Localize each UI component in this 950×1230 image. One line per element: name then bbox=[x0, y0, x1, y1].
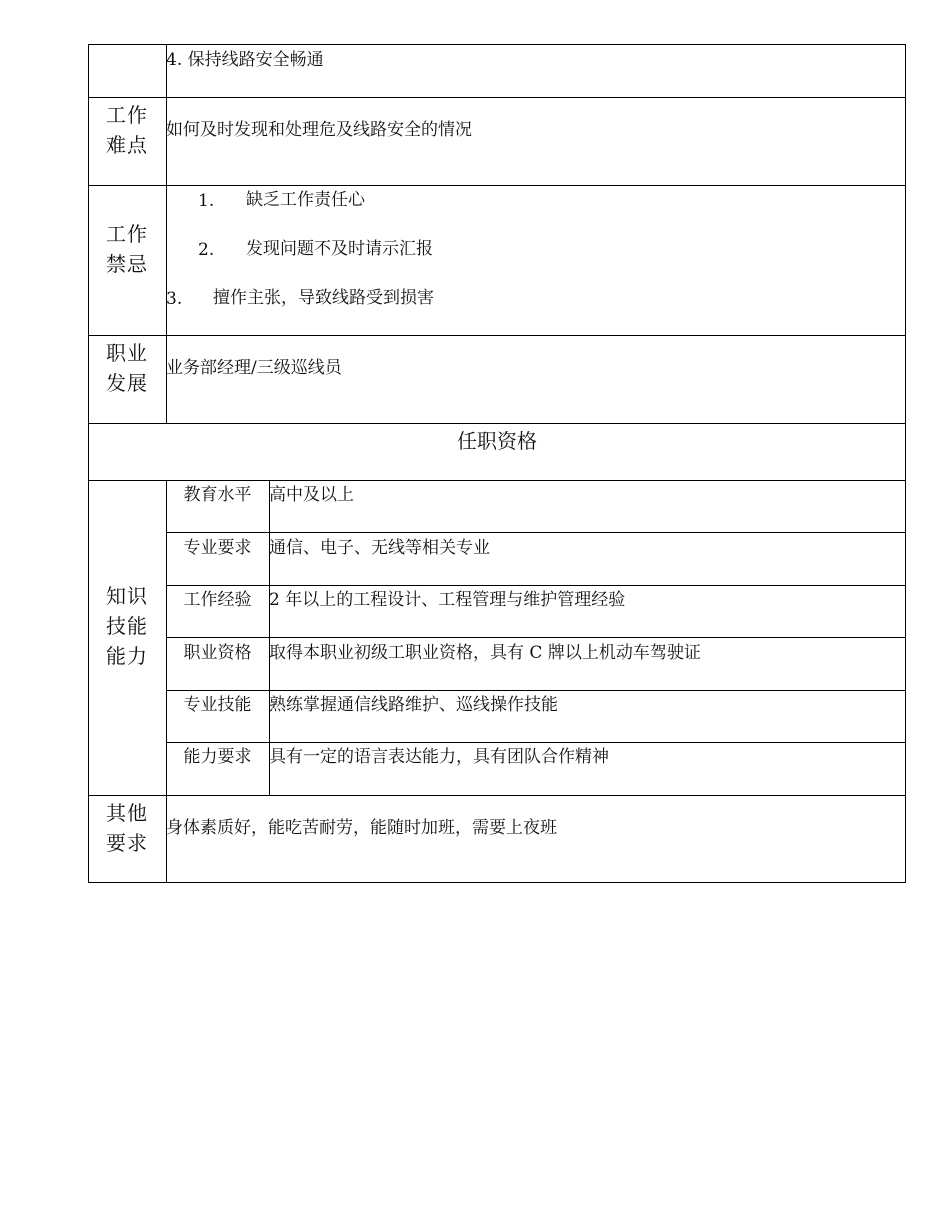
other-requirements-label bbox=[88, 798, 166, 858]
ability-value: 具有一定的语言表达能力，具有团队合作精神 bbox=[269, 747, 609, 767]
row-divider bbox=[166, 532, 906, 533]
major-label: 专业要求 bbox=[183, 538, 252, 558]
other-requirements-label-line2: 要求 bbox=[106, 831, 148, 855]
taboos-label-line1: 工作 bbox=[106, 222, 148, 246]
row-divider bbox=[88, 185, 906, 186]
career-text: 业务部经理/三级巡线员 bbox=[166, 358, 342, 378]
taboos-label bbox=[88, 219, 166, 279]
major-value: 通信、电子、无线等相关专业 bbox=[269, 538, 490, 558]
row-divider bbox=[166, 690, 906, 691]
education-value: 高中及以上 bbox=[269, 485, 354, 505]
row-divider bbox=[88, 795, 906, 796]
certification-value: 取得本职业初级工职业资格，具有 C 牌以上机动车驾驶证 bbox=[269, 643, 701, 663]
row-divider bbox=[166, 742, 906, 743]
taboo-item-1-text: 缺乏工作责任心 bbox=[246, 190, 365, 210]
duty-item-4: 4. 保持线路安全畅通 bbox=[166, 50, 324, 70]
taboo-item-1-number: 1. bbox=[198, 191, 215, 211]
row-divider bbox=[88, 423, 906, 424]
knowledge-skills-label-line3: 能力 bbox=[106, 644, 148, 668]
taboos-label-line2: 禁忌 bbox=[106, 252, 148, 276]
ability-label: 能力要求 bbox=[183, 747, 252, 767]
skills-label: 专业技能 bbox=[183, 695, 252, 715]
difficulty-text: 如何及时发现和处理危及线路安全的情况 bbox=[166, 120, 472, 140]
skills-value: 熟练掌握通信线路维护、巡线操作技能 bbox=[269, 695, 558, 715]
experience-label: 工作经验 bbox=[183, 590, 252, 610]
taboo-item-2-text: 发现问题不及时请示汇报 bbox=[246, 239, 433, 259]
career-label-line1: 职业 bbox=[106, 341, 148, 365]
qualification-section-title: 任职资格 bbox=[457, 429, 537, 453]
difficulty-label-line1: 工作 bbox=[106, 103, 148, 127]
row-divider bbox=[88, 97, 906, 98]
other-requirements-label-line1: 其他 bbox=[106, 801, 148, 825]
other-requirements-text: 身体素质好，能吃苦耐劳，能随时加班，需要上夜班 bbox=[166, 818, 557, 838]
taboo-item-3-number: 3. bbox=[166, 289, 183, 309]
career-label bbox=[88, 338, 166, 398]
row-divider bbox=[166, 637, 906, 638]
knowledge-skills-label-line2: 技能 bbox=[106, 614, 148, 638]
knowledge-skills-label bbox=[88, 581, 166, 671]
row-divider bbox=[166, 585, 906, 586]
row-divider bbox=[88, 480, 906, 481]
row-divider bbox=[88, 335, 906, 336]
taboo-item-3-text: 擅作主张，导致线路受到损害 bbox=[213, 288, 434, 308]
difficulty-label-line2: 难点 bbox=[106, 133, 148, 157]
certification-label: 职业资格 bbox=[183, 643, 252, 663]
career-label-line2: 发展 bbox=[106, 371, 148, 395]
difficulty-label bbox=[88, 100, 166, 160]
education-label: 教育水平 bbox=[183, 485, 252, 505]
taboo-item-2-number: 2. bbox=[198, 240, 215, 260]
knowledge-skills-label-line1: 知识 bbox=[106, 584, 148, 608]
experience-value: 2 年以上的工程设计、工程管理与维护管理经验 bbox=[269, 590, 626, 610]
